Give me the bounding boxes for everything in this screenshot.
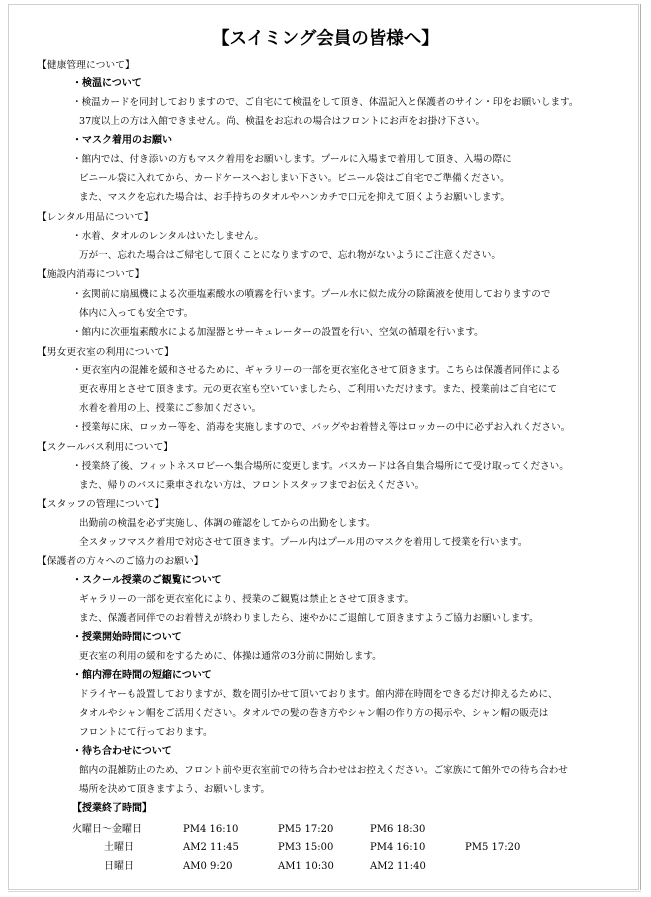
text-line: ・授業毎に床、ロッカー等を、消毒を実施しますので、バッグやお着替え等はロッカーの中に必ずお入れください。: [72, 422, 571, 433]
schedule-time: PM4 16:10: [183, 824, 239, 835]
schedule-time: PM5 17:20: [278, 824, 334, 835]
item-heading-observation: ・スクール授業のご観覧について: [72, 575, 222, 586]
section-heading-rental: 【レンタル用品について】: [37, 212, 154, 223]
section-heading-school-bus: 【スクールバス利用について】: [37, 442, 174, 453]
schedule-day: 土曜日: [104, 842, 134, 853]
text-line: ・更衣室内の混雑を緩和させるために、ギャラリーの一部を更衣室化させて頂きます。こちらは保護者同伴による: [72, 365, 561, 376]
text-line: ・水着、タオルのレンタルはいたしません。: [72, 231, 264, 242]
text-line: 体内に入っても安全です。: [79, 308, 194, 319]
page-edge-right: [640, 4, 641, 890]
text-line: ・館内に次亜塩素酸水による加湿器とサーキュレーターの設置を行い、空気の循環を行います。: [72, 327, 484, 338]
text-line: 出勤前の検温を必ず実施し、体調の確認をしてからの出勤をします。: [79, 518, 376, 529]
schedule-time: AM0 9:20: [183, 861, 233, 872]
text-line: 更衣専用とさせて頂きます。元の更衣室も空いていましたら、ご利用いただけます。また、授業前はご自宅にて: [79, 384, 558, 395]
schedule-day: 火曜日～金曜日: [72, 824, 142, 835]
schedule-time: PM5 17:20: [465, 842, 521, 853]
schedule-time: AM2 11:40: [370, 861, 426, 872]
section-heading-staff: 【スタッフの管理について】: [37, 499, 165, 510]
text-line: また、保護者同伴でのお着替えが終わりましたら、速やかにご退館して頂きますようご協力お願いします。: [79, 613, 539, 624]
text-line: ・検温カードを同封しておりますので、ご自宅にて検温をして頂き、体温記入と保護者のサイン・印をお願いします。: [72, 97, 579, 108]
item-heading-meeting: ・待ち合わせについて: [72, 746, 172, 757]
text-line: ・授業終了後、フィットネスロビーへ集合場所に変更します。バスカードは各自集合場所にて受け取ってください。: [72, 461, 569, 472]
text-line: 水着を着用の上、授業にご参加ください。: [79, 403, 262, 414]
schedule-day: 日曜日: [104, 861, 134, 872]
text-line: ドライヤーも設置しておりますが、数を間引かせて頂いております。館内滞在時間をできるだけ抑えるために、: [79, 689, 558, 700]
text-line: タオルやシャン帽をご活用ください。タオルでの髪の巻き方やシャン帽の作り方の掲示や、シャン帽の販売は: [79, 708, 549, 719]
document-title: 【スイミング会員の皆様へ】: [212, 29, 439, 49]
text-line: 万が一、忘れた場合はご帰宅して頂くことになりますので、忘れ物がないようにご注意ください。: [79, 250, 501, 261]
text-line: また、マスクを忘れた場合は、お手持ちのタオルやハンカチで口元を抑えて頂くようお願いします。: [79, 192, 510, 203]
schedule-time: PM3 15:00: [278, 842, 334, 853]
text-line: 全スタッフマスク着用で対応させて頂きます。プール内はプール用のマスクを着用して授業を行います。: [79, 537, 528, 548]
item-heading-mask: ・マスク着用のお願い: [72, 135, 172, 146]
text-line: 更衣室の利用の緩和をするために、体操は通常の3分前に開始します。: [79, 651, 382, 662]
text-line: ・館内では、付き添いの方もマスク着用をお願いします。プールに入場まで着用して頂き、入場の際に: [72, 154, 512, 165]
section-heading-guardians: 【保護者の方々へのご協力のお願い】: [37, 556, 204, 567]
text-line: ビニール袋に入れてから、カードケースへおしまい下さい。ビニール袋はご自宅でご準備ください。: [79, 173, 510, 184]
schedule-heading: 【授業終了時間】: [72, 803, 152, 814]
text-line: ギャラリーの一部を更衣室化により、授業のご観覧は禁止とさせて頂きます。: [79, 594, 415, 605]
item-heading-stay-time: ・館内滞在時間の短縮について: [72, 670, 212, 681]
text-line: 37度以上の方は入館できません。尚、検温をお忘れの場合はフロントにお声をお掛け下さい。: [79, 116, 486, 127]
schedule-time: PM6 18:30: [370, 824, 426, 835]
text-line: フロントにて行っております。: [79, 727, 213, 738]
section-heading-disinfection: 【施設内消毒について】: [37, 269, 145, 280]
section-heading-health: 【健康管理について】: [37, 60, 135, 71]
schedule-time: AM1 10:30: [278, 861, 334, 872]
text-line: 場所を決めて頂きますよう、お願いします。: [79, 784, 271, 795]
text-line: 館内の混雑防止のため、フロント前や更衣室前での待ち合わせはお控えください。ご家族にて館外での待ち合わせ: [79, 765, 568, 776]
section-heading-locker-room: 【男女更衣室の利用について】: [37, 347, 174, 358]
page-edge-bottom: [8, 891, 641, 892]
text-line: ・玄関前に扇風機による次亜塩素酸水の噴霧を行います。プール水に似た成分の除菌液を使用しておりますので: [72, 289, 551, 300]
text-line: また、帰りのバスに乗車されない方は、フロントスタッフまでお伝えください。: [79, 480, 425, 491]
schedule-time: PM4 16:10: [370, 842, 426, 853]
item-heading-start-time: ・授業開始時間について: [72, 632, 182, 643]
item-heading-temperature: ・検温について: [72, 78, 142, 89]
schedule-time: AM2 11:45: [183, 842, 239, 853]
